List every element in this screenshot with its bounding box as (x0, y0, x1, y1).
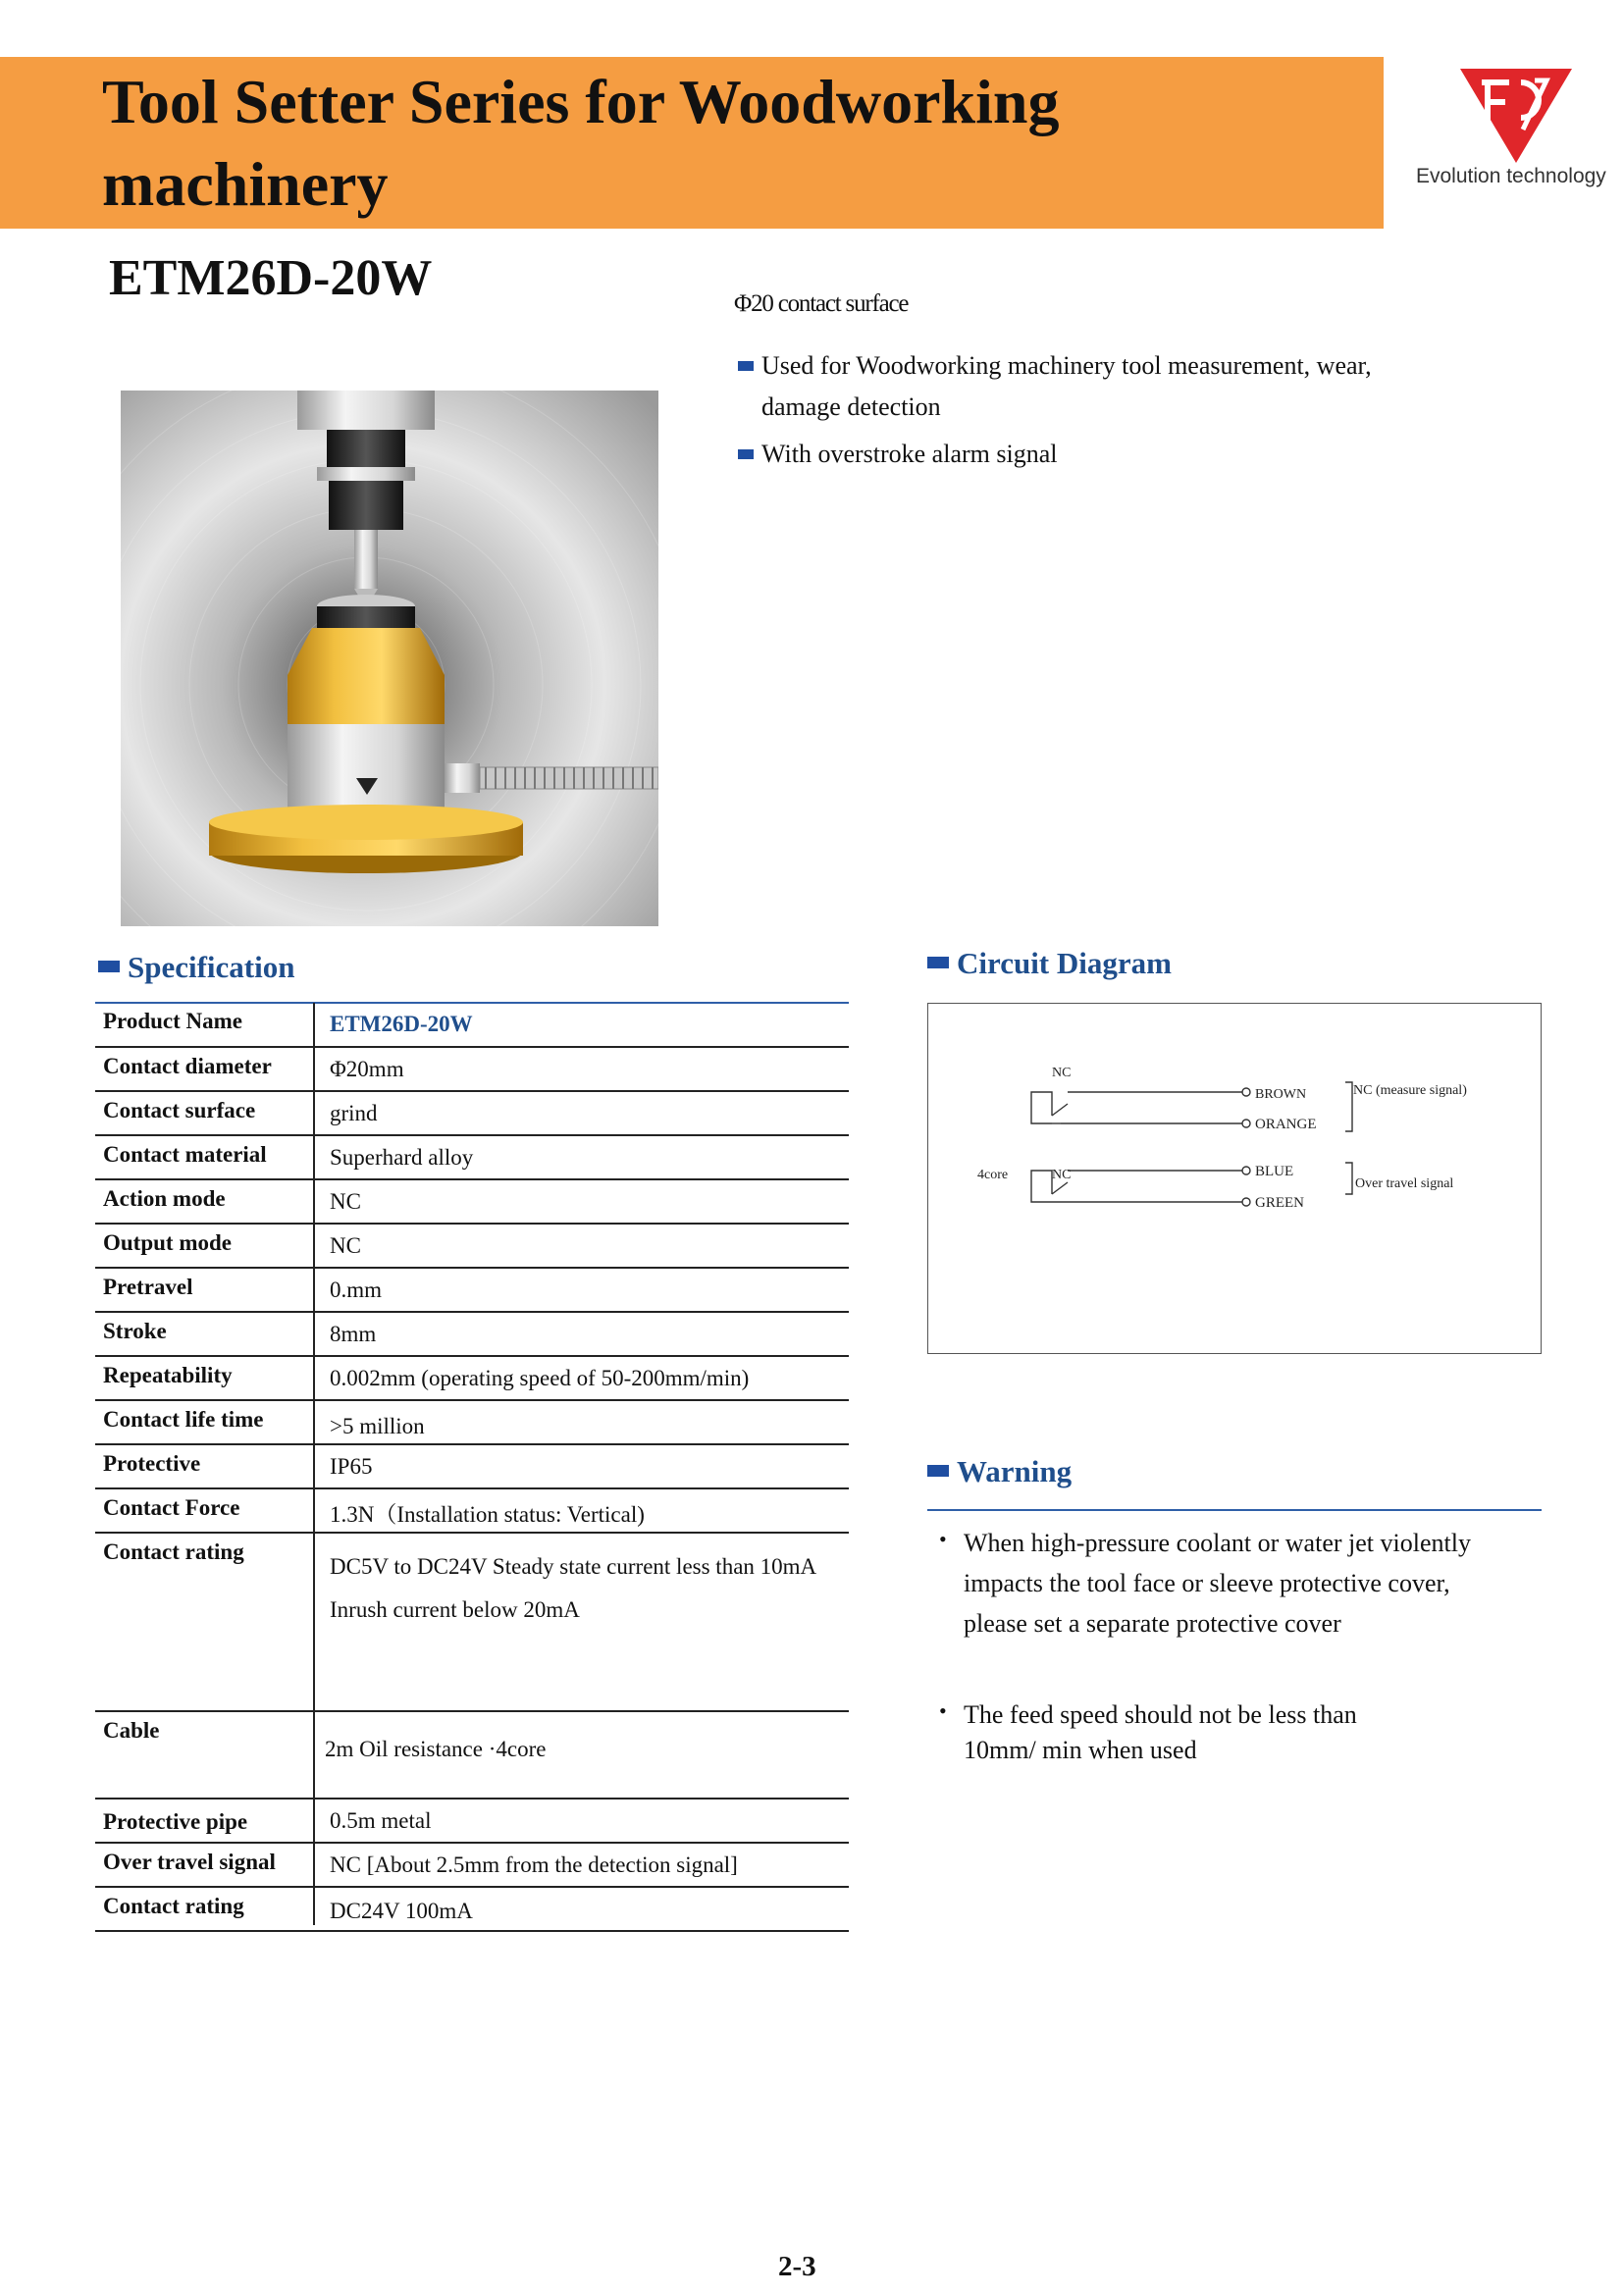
table-row: Contact life time >5 million (95, 1401, 849, 1445)
table-row: Stroke 8mm (95, 1313, 849, 1357)
square-bullet-icon (927, 957, 949, 968)
table-row: Cable 2m Oil resistance ·4core (95, 1712, 849, 1799)
square-bullet-icon (98, 961, 120, 972)
page-number: 2-3 (778, 2251, 816, 2282)
table-row: Contact diameter Φ20mm (95, 1048, 849, 1092)
table-row: Protective IP65 (95, 1445, 849, 1489)
warning-rule (927, 1509, 1542, 1511)
square-bullet-icon (738, 449, 754, 459)
brand-logo-icon (1452, 61, 1580, 169)
core-label: 4core (977, 1168, 1009, 1182)
page-title: Tool Setter Series for Woodworking machinery (102, 67, 1060, 219)
table-row: Contact surface grind (95, 1092, 849, 1136)
table-row: Contact material Superhard alloy (95, 1136, 849, 1180)
table-row: Over travel signal NC [About 2.5mm from the detection signal] (95, 1844, 849, 1888)
bullet-dot-icon: • (939, 1698, 947, 1723)
table-row: Contact rating DC5V to DC24V Steady state current less than 10mA Inrush current below 20mA (95, 1534, 849, 1712)
warning-item: • The feed speed should not be less than 10mm/ min when used (939, 1697, 1489, 1768)
wire-brown-label: BROWN (1255, 1087, 1307, 1102)
circuit-diagram (927, 1003, 1542, 1354)
wire-orange-label: ORANGE (1255, 1117, 1317, 1132)
wire-blue-label: BLUE (1255, 1164, 1294, 1179)
table-row: Repeatability 0.002mm (operating speed of 50-200mm/min) (95, 1357, 849, 1401)
table-row: Contact rating DC24V 100mA (95, 1888, 849, 1932)
product-photo (121, 391, 658, 926)
table-row: Protective pipe 0.5m metal (95, 1799, 849, 1844)
table-row: Action mode NC (95, 1180, 849, 1225)
feature-item: With overstroke alarm signal (738, 434, 1425, 475)
specification-heading: Specification (98, 950, 295, 985)
table-row: Contact Force 1.3N（Installation status: Vertical) (95, 1489, 849, 1534)
square-bullet-icon (927, 1465, 949, 1477)
bullet-dot-icon: • (939, 1527, 947, 1551)
table-row: Output mode NC (95, 1225, 849, 1269)
circuit-diagram-heading: Circuit Diagram (927, 946, 1172, 981)
table-row: Product Name ETM26D-20W (95, 1003, 849, 1048)
switch1-label: NC (1052, 1066, 1072, 1080)
circuit-drawing (928, 1004, 1543, 1355)
feature-item: Used for Woodworking machinery tool measurement, wear, damage detection (738, 345, 1425, 428)
wire-green-label: GREEN (1255, 1195, 1304, 1211)
table-row: Pretravel 0.mm (95, 1269, 849, 1313)
square-bullet-icon (738, 361, 754, 371)
product-model-title: ETM26D-20W (109, 250, 433, 306)
switch2-label: NC (1052, 1168, 1072, 1182)
contact-surface-note: Φ20 contact surface (734, 290, 909, 317)
measure-signal-label: NC (measure signal) (1353, 1083, 1467, 1098)
warning-item: • When high-pressure coolant or water jet violently impacts the tool face or sleeve protective cover, please set a separate protective cover (939, 1523, 1489, 1643)
brand-name: Evolution technology (1416, 165, 1606, 187)
overtravel-signal-label: Over travel signal (1355, 1176, 1454, 1191)
warning-heading: Warning (927, 1454, 1072, 1489)
